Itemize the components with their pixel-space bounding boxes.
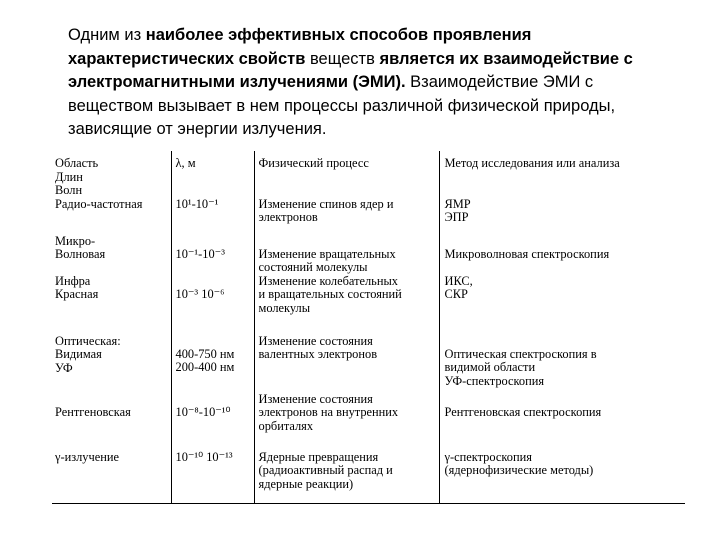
cell-line: Волновая [55,247,106,261]
cell-line: γ-излучение [55,449,119,464]
header-lambda [171,151,254,198]
table-row [52,275,685,335]
cell-line: ядерные реакции) [258,476,354,491]
header-process [254,151,439,198]
cell-process [254,275,439,335]
cell-line: Изменение вращательных [258,246,396,261]
cell-region [52,393,171,446]
cell-region [52,229,171,275]
cell-line: (ядернофизические методы) [444,463,594,477]
cell-line: ЭПР [444,210,469,224]
header-region-line: Длин [55,169,83,184]
cell-process [254,446,439,504]
cell-line: и вращательных состояний [258,287,402,301]
table-row [52,335,685,393]
cell-lambda [171,446,254,504]
cell-region [52,335,171,393]
header-region [52,151,171,198]
table-row [52,229,685,275]
cell-line: Оптическая: [55,333,121,348]
cell-method [439,198,685,229]
header-process-text: Физический процесс [258,156,369,170]
cell-line: Изменение состояния [258,333,373,348]
cell-region [52,275,171,335]
cell-line: Оптическая спектроскопия в [444,346,597,361]
cell-line: (радиоактивный распад и [258,463,393,477]
cell-line: 10⁻¹⁰ 10⁻¹³ [175,449,233,464]
em-spectrum-table [52,151,685,504]
header-method-text: Метод исследования или анализа [444,156,620,170]
cell-line: Изменение спинов ядер и [258,196,394,211]
cell-lambda [171,198,254,229]
cell-method [439,335,685,393]
cell-line: ЯМР [444,196,471,211]
cell-line: 10¹-10⁻¹ [175,196,219,211]
cell-line: Ядерные превращения [258,449,379,464]
cell-line: Рентгеновская спектроскопия [444,404,602,419]
cell-line: 200-400 нм [175,360,235,374]
cell-line: Рентгеновская [55,404,131,419]
cell-method [439,229,685,275]
cell-line: валентных электронов [258,347,378,361]
intro-text-2: веществ [305,49,380,68]
header-lambda-text: λ, м [175,156,196,170]
cell-region [52,446,171,504]
header-method [439,151,685,198]
cell-line: электронов [258,210,318,224]
cell-line: УФ-спектроскопия [444,373,545,388]
header-region-line: Волн [55,183,83,197]
cell-lambda [171,229,254,275]
table-row [52,446,685,504]
cell-line: 10⁻¹-10⁻³ [175,246,225,261]
cell-method [439,446,685,504]
cell-lambda [171,335,254,393]
cell-process [254,393,439,446]
cell-process [254,335,439,393]
cell-method [439,393,685,446]
intro-bold-1: наиболее эффективных способов проявления характеристических свойств [68,26,532,68]
cell-line: Радио-частотная [55,196,143,211]
header-region-line: Область [55,156,99,170]
intro-text-1: Одним из [68,26,146,44]
cell-lambda [171,393,254,446]
cell-line: Инфра [55,273,91,288]
table-header-row [52,151,685,198]
cell-line: Изменение состояния [258,391,373,406]
cell-line: 10⁻⁸-10⁻¹⁰ [175,404,231,419]
cell-line: Красная [55,287,99,301]
intro-text-3: Взаимодействие ЭМИ с веществом вызывает в нем процессы различной физической природы, зависящие от энергии излучения. [68,73,616,138]
intro-bold-2: является их взаимодействие с электромагнитными излучениями (ЭМИ). [68,49,633,91]
cell-line: Микроволновая спектроскопия [444,246,610,261]
cell-line: УФ [55,360,73,375]
cell-line: Микро- [55,233,96,248]
cell-line: γ-спектроскопия [444,449,532,464]
cell-line: ИКС, [444,273,473,288]
cell-line: орбиталях [258,418,314,433]
cell-line: 10⁻³ 10⁻⁶ [175,286,225,301]
intro-paragraph [68,24,668,142]
cell-line: молекулы [258,300,311,315]
cell-line: видимой области [444,360,536,374]
cell-lambda [171,275,254,335]
cell-line: 400-750 нм [175,346,235,361]
cell-line: Видимая [55,347,102,361]
cell-line: состояний молекулы [258,260,368,274]
cell-process [254,229,439,275]
table-row [52,393,685,446]
cell-line: СКР [444,287,468,301]
cell-method [439,275,685,335]
cell-region [52,198,171,229]
cell-line: Изменение колебательных [258,273,398,288]
cell-line: электронов на внутренних [258,405,399,419]
table-row [52,198,685,229]
cell-process [254,198,439,229]
